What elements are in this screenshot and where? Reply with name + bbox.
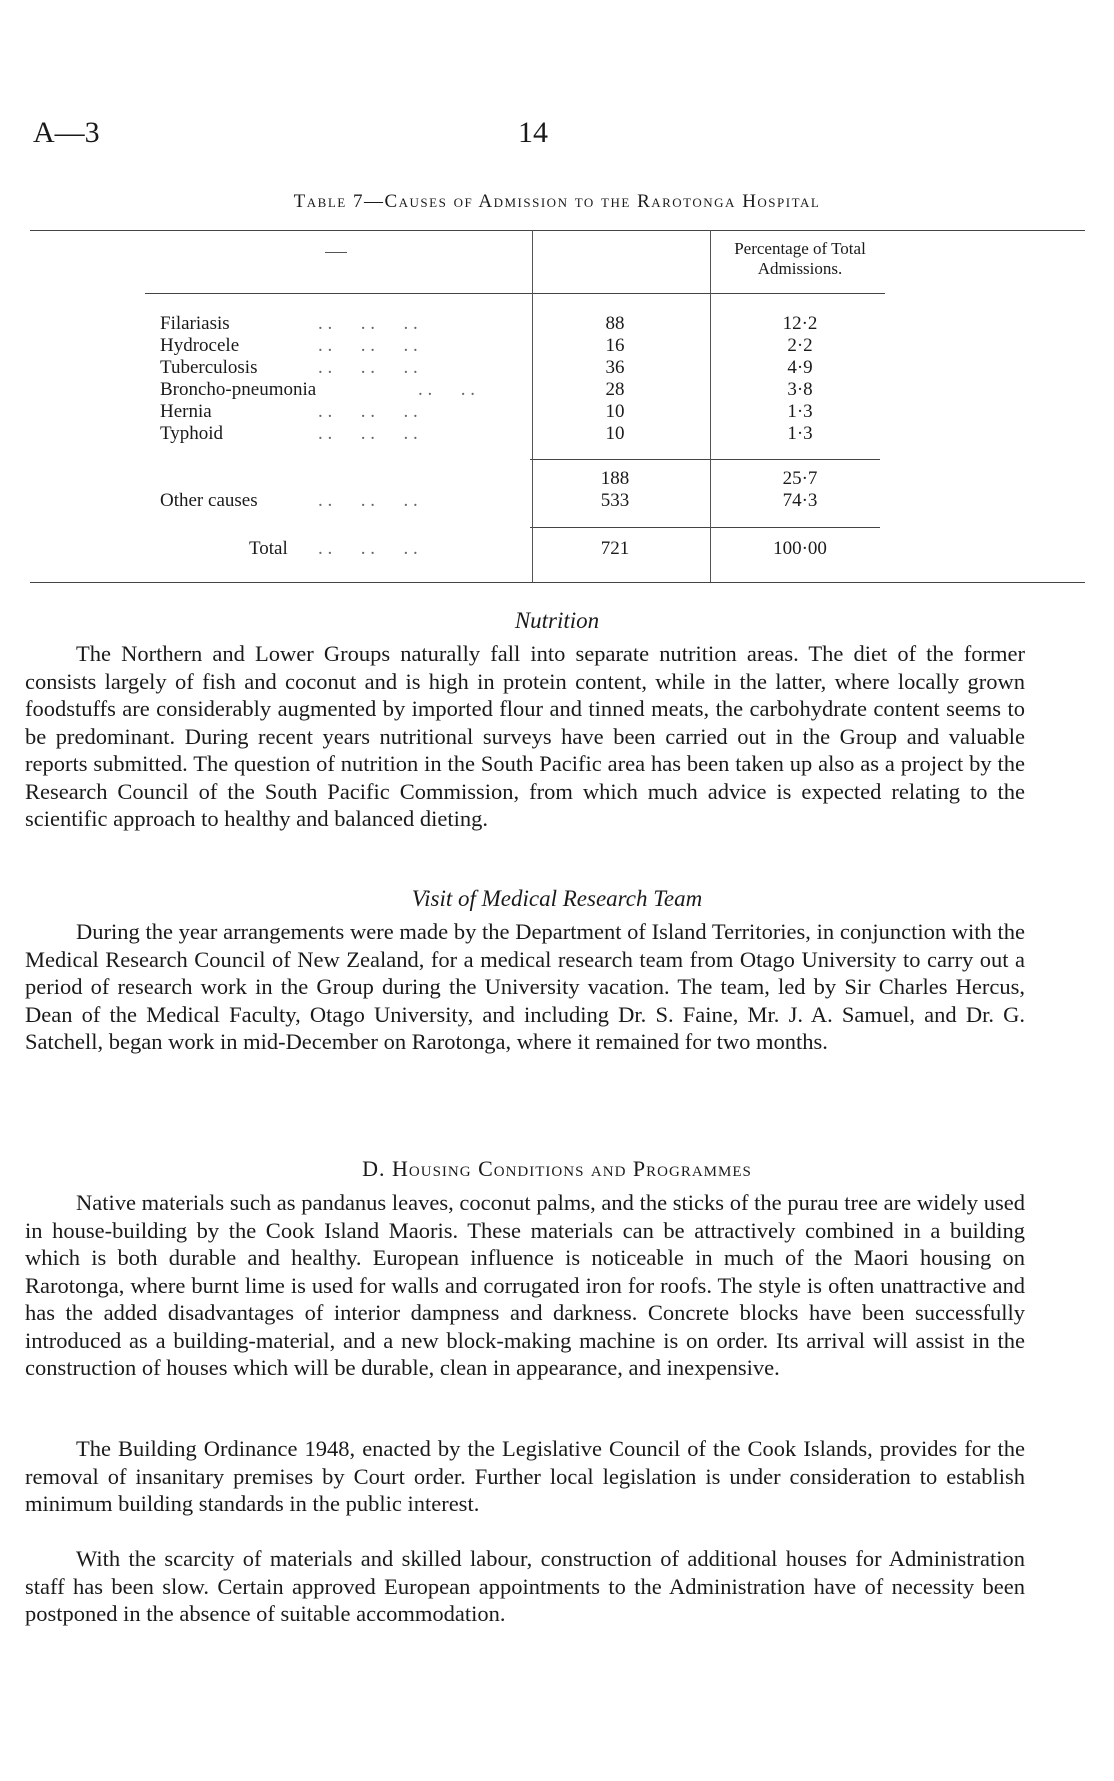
table-row-cause: Typhoid bbox=[160, 423, 224, 444]
percentage-column-header: Percentage of Total Admissions. bbox=[734, 239, 866, 278]
dot-leaders: . . . . . . bbox=[318, 313, 418, 334]
table-row-count: 16 bbox=[605, 335, 625, 356]
subtotal-percentage: 25·7 bbox=[782, 468, 818, 489]
page-number: 14 bbox=[518, 116, 548, 149]
table-row-count: 10 bbox=[605, 423, 625, 444]
table-row-cause: Filariasis bbox=[160, 313, 230, 334]
housing-heading: D. Housing Conditions and Programmes bbox=[362, 1156, 752, 1181]
table-top-rule bbox=[30, 230, 1085, 231]
total-label: Total bbox=[249, 538, 288, 559]
dot-leaders: . . . . . . bbox=[318, 538, 418, 559]
table-row-percentage: 1·3 bbox=[787, 401, 813, 422]
dot-leaders: . . . . . . bbox=[318, 423, 418, 444]
column-separator-2 bbox=[710, 230, 711, 582]
table-row-count: 10 bbox=[605, 401, 625, 422]
dot-leaders: . . . . . . bbox=[318, 357, 418, 378]
table-bottom-rule bbox=[30, 582, 1085, 583]
table-total-rule bbox=[530, 527, 880, 528]
other-causes-label: Other causes bbox=[160, 490, 258, 511]
total-percentage: 100·00 bbox=[773, 538, 827, 559]
table-row-count: 88 bbox=[605, 313, 625, 334]
housing-paragraph-3: With the scarcity of materials and skilled labour, construction of additional houses for Administration staff has been slow. Certain approved European appointments to the Administration have of necessity been postponed in the absence of suitable accommodation. bbox=[25, 1546, 1025, 1626]
nutrition-paragraph: The Northern and Lower Groups naturally fall into separate nutrition areas. The diet of the former consists largely of fish and coconut and is high in protein content, while in the latter, where locally grown foodstuffs are considerably augmented by imported flour and tinned meats, the carbohydrate content seems to be predominant. During recent years nutritional surveys have been carried out in the Group and valuable reports submitted. The question of nutrition in the South Pacific area has been taken up also as a project by the Research Council of the South Pacific Commission, from which much advice is expected relating to the scientific approach to healthy and balanced dieting. bbox=[25, 641, 1025, 831]
other-causes-count: 533 bbox=[600, 490, 630, 511]
table-row-count: 36 bbox=[605, 357, 625, 378]
other-causes-percentage: 74·3 bbox=[782, 490, 818, 511]
dot-leaders: . . . . . . bbox=[318, 401, 418, 422]
dot-leaders: . . . . . . bbox=[318, 335, 418, 356]
table-row-count: 28 bbox=[605, 379, 625, 400]
table-row-percentage: 1·3 bbox=[787, 423, 813, 444]
table-title: Table 7—Causes of Admission to the Rarotonga Hospital bbox=[293, 191, 821, 212]
research-team-heading: Visit of Medical Research Team bbox=[411, 886, 703, 911]
housing-paragraph-1: Native materials such as pandanus leaves, coconut palms, and the sticks of the purau tree are widely used in house-building by the Cook Island Maoris. These materials can be attractively combined in a building which is both durable and healthy. European influence is noticeable in much of the Maori housing on Rarotonga, where burnt lime is used for walls and corrugated iron for roofs. The style is often unattractive and has the added disadvantages of interior dampness and darkness. Concrete blocks have been successfully introduced as a building-material, and a new block-making machine is on order. Its arrival will assist in the construction of houses which will be durable, clean in appearance, and inexpensive. bbox=[25, 1190, 1025, 1380]
table-row-percentage: 3·8 bbox=[787, 379, 813, 400]
cause-column-header bbox=[325, 252, 347, 253]
table-row-cause: Hydrocele bbox=[160, 335, 240, 356]
table-row-cause: Hernia bbox=[160, 401, 212, 422]
research-team-paragraph: During the year arrangements were made by the Department of Island Territories, in conjunction with the Medical Research Council of New Zealand, for a medical research team from Otago University to carry out a period of research work in the Group during the University vacation. The team, led by Sir Charles Hercus, Dean of the Medical Faculty, Otago University, and including Dr. S. Faine, Mr. J. A. Samuel, and Dr. G. Satchell, began work in mid-December on Rarotonga, where it remained for two months. bbox=[25, 919, 1025, 1054]
table-header-rule bbox=[145, 293, 885, 294]
page-reference: A—3 bbox=[33, 116, 100, 149]
table-row-percentage: 2·2 bbox=[787, 335, 813, 356]
nutrition-heading: Nutrition bbox=[514, 608, 600, 633]
table-row-cause: Broncho-pneumonia bbox=[160, 379, 317, 400]
housing-paragraph-2: The Building Ordinance 1948, enacted by the Legislative Council of the Cook Islands, provides for the removal of insanitary premises by Court order. Further local legislation is under consideration to establish minimum building standards in the public interest. bbox=[25, 1436, 1025, 1516]
dot-leaders: . . . . bbox=[418, 379, 475, 400]
table-row-cause: Tuberculosis bbox=[160, 357, 258, 378]
subtotal-count: 188 bbox=[600, 468, 630, 489]
total-count: 721 bbox=[600, 538, 630, 559]
table-row-percentage: 4·9 bbox=[787, 357, 813, 378]
dot-leaders: . . . . . . bbox=[318, 490, 418, 511]
table-subtotal-rule bbox=[530, 459, 880, 460]
column-separator-1 bbox=[532, 230, 533, 582]
table-row-percentage: 12·2 bbox=[782, 313, 818, 334]
